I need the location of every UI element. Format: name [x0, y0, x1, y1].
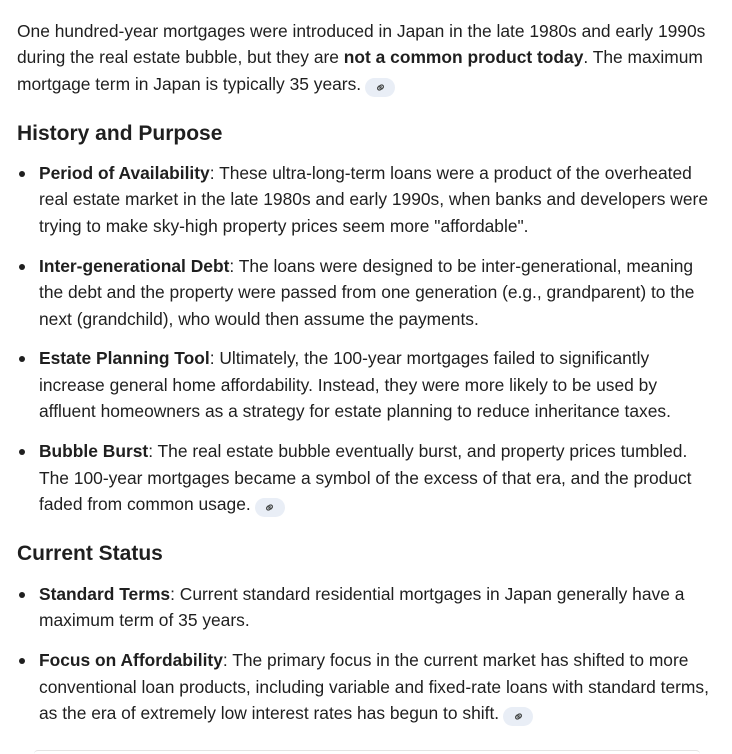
list-item-term: Standard Terms [39, 584, 171, 604]
list-item [17, 253, 717, 332]
list-item-term: Focus on Affordability [39, 650, 223, 671]
intro-paragraph [17, 18, 717, 97]
current-status-list [17, 581, 717, 740]
list-item-text: : Current standard residential mortgages in Japan generally have a maximum term of 35 years. [39, 584, 685, 631]
list-item-term: Inter-generational Debt [39, 255, 230, 276]
link-icon [375, 82, 386, 93]
section-heading-history: History and Purpose [17, 122, 223, 145]
list-item [17, 160, 717, 239]
list-item-text: : The primary focus in the current market has shifted to more conventional loan products, including variable and fixed-rate loans with standard terms, as the era of extremely low interest rates has begun to shift. [39, 650, 709, 724]
list-item-text: : Ultimately, the 100-year mortgages failed to significantly increase general home affordability. Instead, they were more likely to be used by affluent homeowners as a strategy for estate planning to reduce inheritance taxes. [39, 348, 671, 422]
list-item-term: Bubble Burst [39, 441, 149, 462]
intro-text-after: . The maximum mortgage term in Japan is typically 35 years. [17, 47, 703, 94]
list-item-text: : The real estate bubble eventually burst, and property prices tumbled. The 100-year mortgages became a symbol of the excess of that era, and the product faded from common usage. [39, 441, 692, 514]
bottom-card-edge [34, 750, 700, 754]
list-item [17, 581, 717, 634]
list-item [17, 647, 717, 726]
link-icon [264, 502, 275, 513]
list-item [17, 345, 717, 424]
citation-chip[interactable] [255, 498, 285, 517]
list-item-text: : These ultra-long-term loans were a product of the overheated real estate market in the late 1980s and early 1990s, when banks and developers were trying to make sky-high property prices seem more "affordable". [39, 163, 708, 236]
history-list [17, 160, 717, 531]
list-item [17, 438, 717, 517]
list-item-term: Period of Availability [39, 163, 210, 183]
intro-text-before: One hundred-year mortgages were introduced in Japan in the late 1980s and early 1990s during the real estate bubble, but they are [17, 21, 706, 68]
list-item-text: : The loans were designed to be inter-generational, meaning the debt and the property were passed from one generation (e.g., grandparent) to the next (grandchild), who would then assume the payments. [39, 255, 695, 329]
link-icon [513, 711, 524, 722]
citation-chip[interactable] [365, 78, 395, 97]
list-item-term: Estate Planning Tool [39, 348, 210, 369]
intro-emphasis: not a common product today [343, 47, 584, 68]
citation-chip[interactable] [503, 707, 533, 726]
section-heading-current-status: Current Status [17, 542, 163, 565]
